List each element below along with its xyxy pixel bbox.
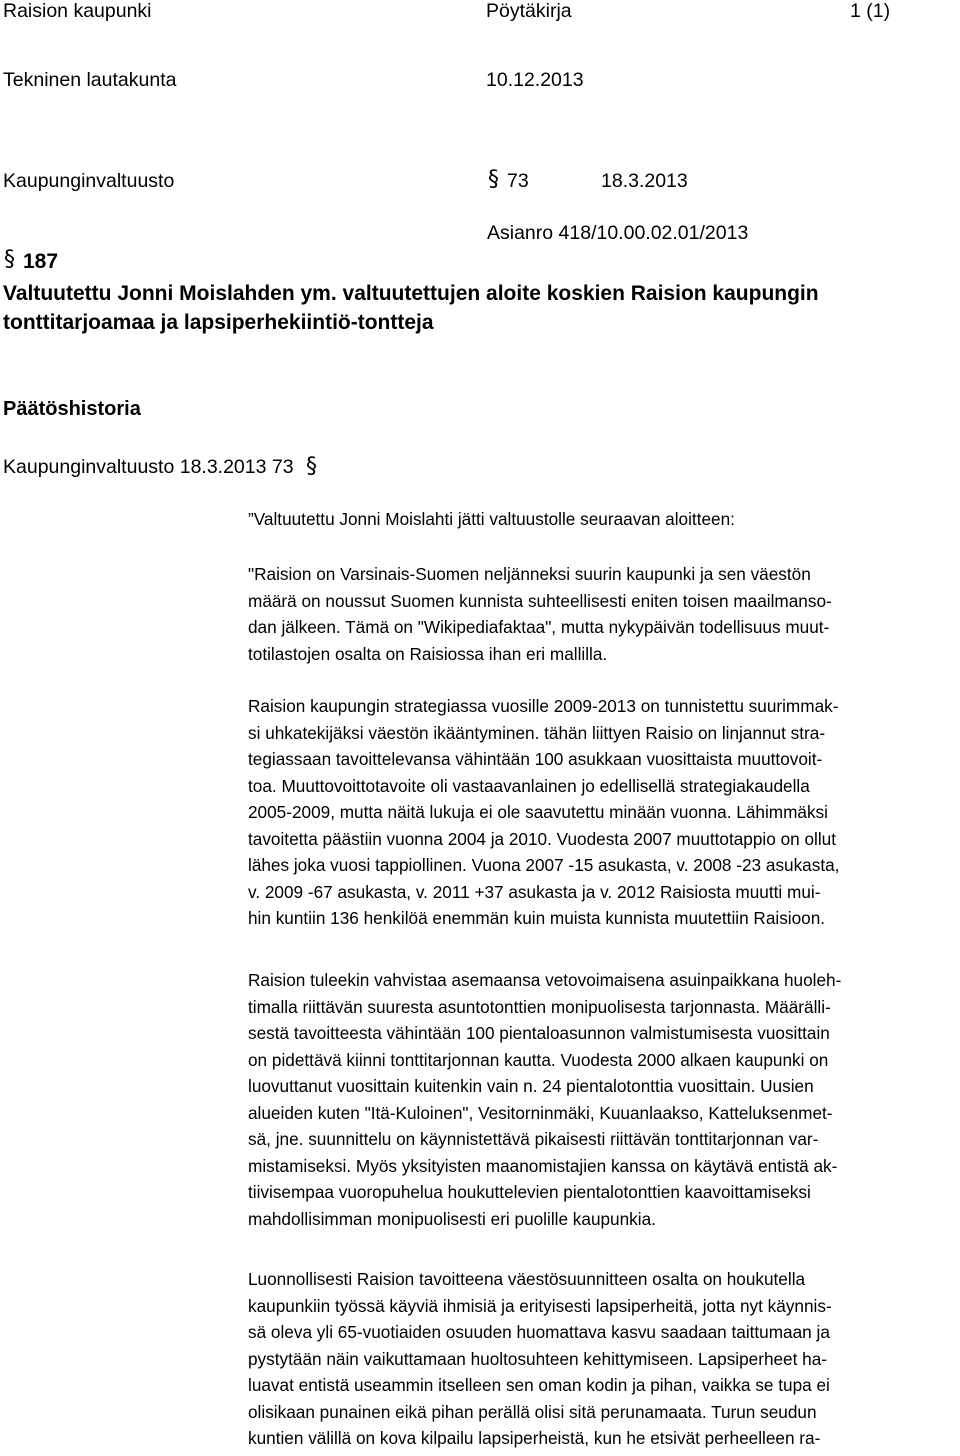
item-title <box>3 279 819 337</box>
body-line: kuntien välillä on kova kilpailu lapsiperheistä, kun he etsivät perheelleen ra- <box>248 1428 821 1448</box>
body-line: Luonnollisesti Raision tavoitteena väestösuunnitteen osalta on houkutella <box>248 1269 806 1289</box>
body-line: luovuttanut vuosittain kuitenkin vain n. 24 pientalotonttia vuosittain. Uusien <box>248 1076 814 1096</box>
body-line: mahdollisimman monipuolisesti eri puolille kaupunkia. <box>248 1208 656 1229</box>
body-line: tegiassaan tavoittelevansa vähintään 100 asukkaan vuosittaista muuttovoit- <box>248 749 823 769</box>
body-line: timalla riittävän suuresta asuntotonttien monipuolisesta tarjonnasta. Määrälli- <box>248 996 831 1017</box>
body-line: tiivisempaa vuoropuhelua houkuttelevien pientalotonttien kaavoittamiseksi <box>248 1182 811 1202</box>
meeting-body: Kaupunginvaltuusto <box>3 170 175 192</box>
meeting-section-number: 73 <box>507 170 529 192</box>
body-line: pystytään näin vaikuttamaan huoltosuhteen kehittymiseen. Lapsiperheet ha- <box>248 1348 828 1369</box>
item-number: 187 <box>23 250 59 273</box>
body-line: olisikaan punainen eikä pihan perällä olisi sitä perunamaata. Turun seudun <box>248 1401 817 1422</box>
section-sign-icon <box>3 245 17 272</box>
meeting-date: 18.3.2013 <box>601 170 688 192</box>
svg-text:§: § <box>4 247 15 271</box>
body-line: sä, jne. suunnittelu on käynnistettävä pikaisesti riittävän tonttitarjonnan var- <box>248 1129 819 1149</box>
body-intro: ”Valtuutettu Jonni Moislahti jätti valtuustolle seuraavan aloitteen: <box>248 509 735 529</box>
header-doc-type: Pöytäkirja <box>486 0 572 22</box>
item-title-line: Valtuutettu Jonni Moislahden ym. valtuutettujen aloite koskien Raision kaupungin <box>3 282 819 305</box>
header-date: 10.12.2013 <box>486 69 584 91</box>
body-line: 2005-2009, mutta näitä lukuja ei ole saavutettu minään vuonna. Lähimmäksi <box>248 802 828 822</box>
body-line: toa. Muuttovoittotavoite oli vastaavanlainen jo edellisellä strategiakaudella <box>248 775 810 796</box>
item-title-line: tonttitarjoamaa ja lapsiperhekiintiö-tontteja <box>3 311 434 334</box>
body-line: totilastojen osalta on Raisiossa ihan eri mallilla. <box>248 643 608 664</box>
header-city: Raision kaupunki <box>3 0 152 22</box>
body-line: mistamiseksi. Myös yksityisten maanomistajien kanssa on käytävä entistä ak- <box>248 1155 838 1176</box>
history-entry-text: Kaupunginvaltuusto 18.3.2013 73 <box>3 456 294 478</box>
body-line: luavat entistä useammin itselleen sen oman kodin ja pihan, vaikka se tupa ei <box>248 1375 830 1395</box>
body-line: Raision tuleekin vahvistaa asemaansa vetovoimaisena asuinpaikkana huoleh- <box>248 970 842 990</box>
header-board: Tekninen lautakunta <box>3 69 177 91</box>
body-paragraph <box>248 1266 948 1452</box>
history-entry <box>3 452 319 479</box>
body-paragraph <box>248 693 948 932</box>
body-line: on pidettävä kiinni tonttitarjonnan kautta. Vuodesta 2000 alkaen kaupunki on <box>248 1049 829 1070</box>
history-heading: Päätöshistoria <box>3 398 141 420</box>
body-line: v. 2009 -67 asukasta, v. 2011 +37 asukasta ja v. 2012 Raisiosta muutti mui- <box>248 881 821 902</box>
body-line: kaupunkiin työssä käyviä ihmisiä ja erityisesti lapsiperheitä, jotta nyt käynnis- <box>248 1295 832 1316</box>
body-line: si uhkatekijäksi väestön ikääntyminen. tähän liittyen Raisio on linjannut stra- <box>248 722 826 743</box>
body-line: dan jälkeen. Tämä on "Wikipediafaktaa", mutta nykypäivän todellisuus muut- <box>248 617 830 637</box>
case-number: Asianro 418/10.00.02.01/2013 <box>487 222 749 244</box>
body-line: alueiden kuten "Itä-Kuloinen", Vesitorninmäki, Kuuanlaakso, Katteluksenmet- <box>248 1102 833 1123</box>
body-line: määrä on noussut Suomen kunnista suhteellisesti eniten toisen maailmanso- <box>248 590 832 611</box>
body-line: lähes joka vuosi tappiollinen. Vuona 2007 -15 asukasta, v. 2008 -23 asukasta, <box>248 855 840 875</box>
body-line: hin kuntiin 136 henkilöä enemmän kuin muista kunnista muutettiin Raisioon. <box>248 908 826 928</box>
body-paragraph <box>248 561 948 667</box>
svg-text:§: § <box>306 454 317 478</box>
body-line: "Raision on Varsinais-Suomen neljänneksi suurin kaupunki ja sen väestön <box>248 564 811 584</box>
svg-text:§: § <box>488 167 499 191</box>
body-line: sä oleva yli 65-vuotiaiden osuuden huomattava kasvu saadaan taittumaan ja <box>248 1322 830 1342</box>
body-line: Raision kaupungin strategiassa vuosille 2009-2013 on tunnistettu suurimmak- <box>248 696 839 716</box>
section-sign-icon <box>305 452 319 478</box>
body-line: tavoitetta päästiin vuonna 2004 ja 2010. Vuodesta 2007 muuttotappio on ollut <box>248 828 836 849</box>
body-paragraph <box>248 967 948 1232</box>
header-page-number: 1 (1) <box>850 0 891 22</box>
section-sign-icon <box>487 165 501 192</box>
body-line: sestä tavoitteesta vähintään 100 pientaloasunnon valmistumisesta vuosittain <box>248 1023 830 1043</box>
